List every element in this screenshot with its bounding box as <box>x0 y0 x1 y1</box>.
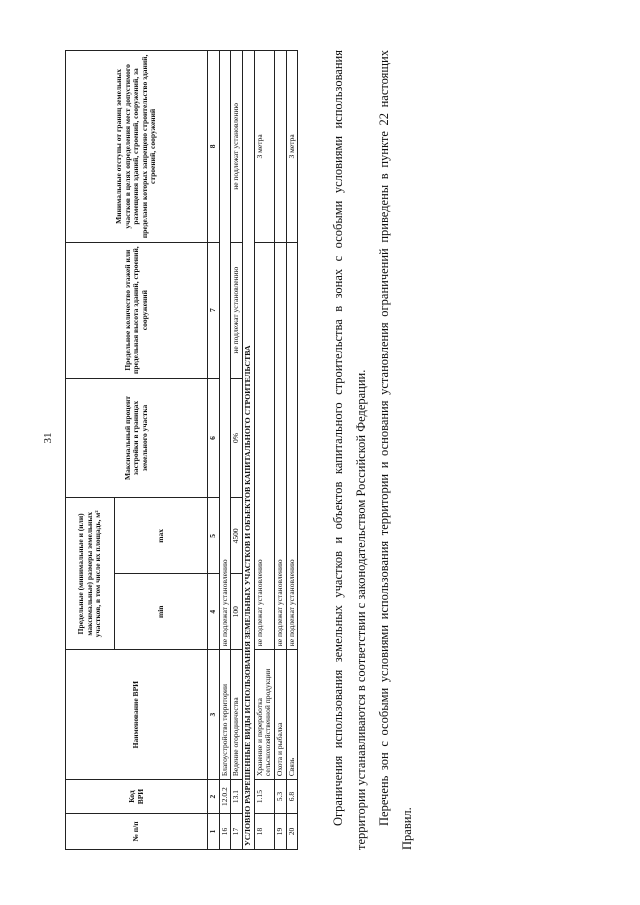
table-row <box>219 51 231 850</box>
rotated-page-content <box>65 50 435 850</box>
header-max: max <box>115 498 208 574</box>
paragraph-restrictions: Ограничения использования земельных участков и объектов капитального строительства в зонах с особыми условиями использования территории устанавливаются в соответствии с законодательством Российской Федерации. <box>331 50 368 850</box>
paragraph-zone-list: Перечень зон с особыми условиями использования территории и основания установления ограничений приведены в пункте 22 настоящих Правил. <box>377 50 414 850</box>
row-num: 17 <box>231 814 243 850</box>
col-index: 4 <box>208 574 220 650</box>
row-name: Связь <box>286 650 298 780</box>
header-setback: Минимальные отступы от границ земельных участков в целях определения мест допустимого размещения зданий, строений, сооружений, за пределами которых запрещено строительство зданий, строений, сооружений <box>66 51 208 243</box>
header-area: Предельные (минимальные и (или) максимальные) размеры земельных участков, в том числе их площадь, м² <box>66 498 115 650</box>
col-index: 7 <box>208 242 220 378</box>
row-num: 20 <box>286 814 298 850</box>
col-index: 3 <box>208 650 220 780</box>
zoning-table <box>65 50 298 850</box>
col-index: 8 <box>208 51 220 243</box>
row-name: Ведение огородничества <box>231 650 243 780</box>
row-floors: не подлежат установлению <box>231 242 243 378</box>
header-name: Наименование ВРИ <box>66 650 208 780</box>
header-num: № п/п <box>66 814 208 850</box>
header-code: Код ВРИ <box>66 780 208 814</box>
row-percent: 0% <box>231 378 243 498</box>
row-setback: не подлежат установлению <box>231 51 243 243</box>
row-code: 1.15 <box>254 780 274 814</box>
col-index: 6 <box>208 378 220 498</box>
row-merged-value: не подлежат установлению <box>254 242 274 649</box>
row-setback: 3 метра <box>286 51 298 243</box>
row-code: 12.0.2 <box>219 780 231 814</box>
col-index: 5 <box>208 498 220 574</box>
page-number: 31 <box>42 432 54 444</box>
row-num: 16 <box>219 814 231 850</box>
body-text <box>327 50 419 850</box>
header-row <box>66 51 115 850</box>
row-code: 13.1 <box>231 780 243 814</box>
row-max: 4500 <box>231 498 243 574</box>
table-row <box>286 51 298 850</box>
col-index: 1 <box>208 814 220 850</box>
row-merged-value: не подлежат установлению <box>219 51 231 650</box>
row-merged-value: не подлежат установлению <box>275 242 287 649</box>
col-index: 2 <box>208 780 220 814</box>
row-num: 19 <box>275 814 287 850</box>
row-name: Хранение и переработка сельскохозяйственной продукции <box>254 650 274 780</box>
header-floors: Предельное количество этажей или предельная высота зданий, строений, сооружений <box>66 242 208 378</box>
row-setback: 3 метра <box>254 51 274 243</box>
column-index-row <box>208 51 220 850</box>
table-row <box>275 51 287 850</box>
row-setback <box>275 51 287 243</box>
section-row <box>242 51 254 850</box>
header-min: min <box>115 574 208 650</box>
section-title: УСЛОВНО РАЗРЕШЕННЫЕ ВИДЫ ИСПОЛЬЗОВАНИЯ ЗЕМЕЛЬНЫХ УЧАСТКОВ И ОБЪЕКТОВ КАПИТАЛЬНОГО СТРОИТЕЛЬСТВА <box>242 51 254 850</box>
table-row <box>254 51 274 850</box>
row-code: 5.3 <box>275 780 287 814</box>
row-merged-value: не подлежат установлению <box>286 242 298 649</box>
header-percent: Максимальный процент застройки в границах земельного участка <box>66 378 208 498</box>
row-name: Благоустройство территории <box>219 650 231 780</box>
row-name: Охота и рыбалка <box>275 650 287 780</box>
row-code: 6.8 <box>286 780 298 814</box>
row-num: 18 <box>254 814 274 850</box>
row-min: 100 <box>231 574 243 650</box>
table-row <box>231 51 243 850</box>
